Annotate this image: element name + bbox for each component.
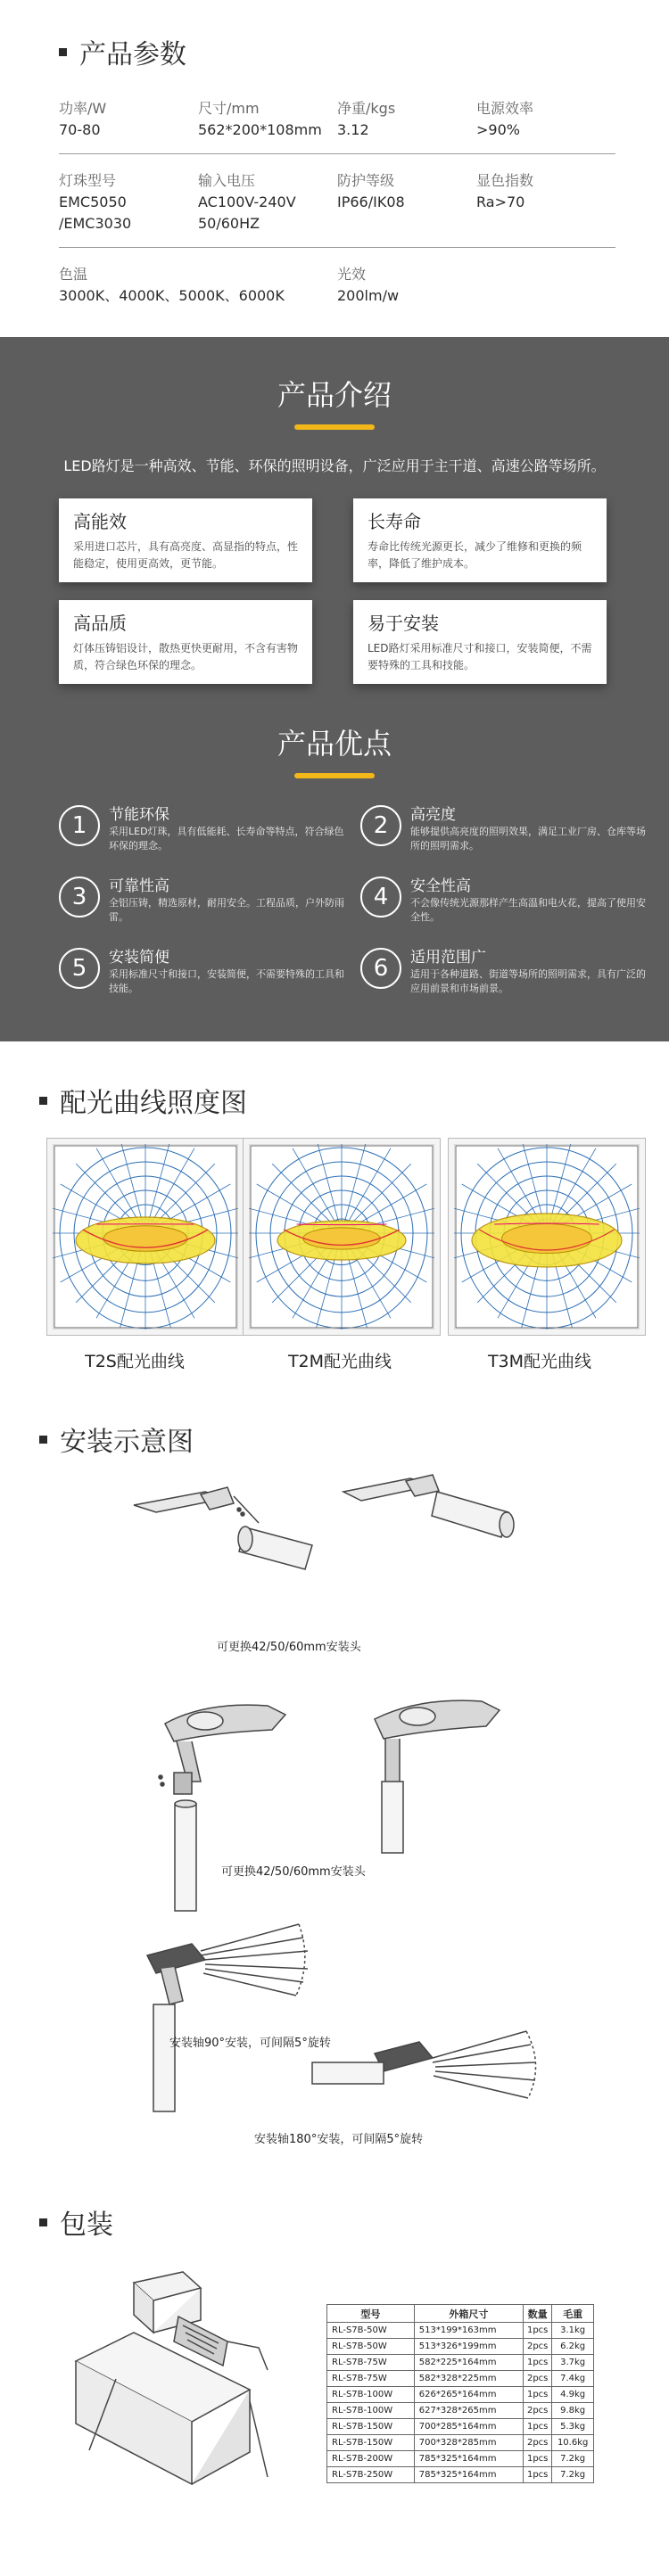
card-text: LED路灯采用标准尺寸和接口，安装简便，不需要特殊的工具和技能。 bbox=[368, 642, 592, 671]
column-header: 毛重 bbox=[552, 2305, 594, 2323]
install-caption: 安装轴90°安装，可间隔5°旋转 bbox=[169, 2037, 331, 2050]
table-cell: RL-S7B-50W bbox=[327, 2339, 415, 2355]
advantage-title: 安全性高 bbox=[410, 877, 471, 895]
advantage-title: 可靠性高 bbox=[109, 877, 169, 895]
table-cell: 626*265*164mm bbox=[414, 2387, 523, 2403]
table-cell: 9.8kg bbox=[552, 2403, 594, 2419]
card-title: 易于安装 bbox=[368, 613, 439, 634]
param-label: 光效 bbox=[337, 266, 367, 283]
table-cell: 2pcs bbox=[524, 2403, 552, 2419]
light-curve-diagram bbox=[46, 1138, 244, 1336]
intro-section bbox=[0, 337, 669, 1041]
table-cell: 785*325*164mm bbox=[414, 2467, 523, 2483]
table-cell: RL-S7B-150W bbox=[327, 2435, 415, 2451]
number-circle-icon: 4 bbox=[360, 876, 401, 918]
install-caption: 安装轴180°安装，可间隔5°旋转 bbox=[254, 2133, 424, 2146]
table-row bbox=[327, 2403, 594, 2419]
table-cell: 700*328*285mm bbox=[414, 2435, 523, 2451]
card-text: 采用进口芯片，具有高亮度、高显指的特点，性能稳定，使用更高效，更节能。 bbox=[73, 540, 299, 570]
install-caption: 可更换42/50/60mm安装头 bbox=[217, 1641, 361, 1654]
number-circle-icon: 2 bbox=[360, 805, 401, 846]
curve-label: T2M配光曲线 bbox=[287, 1352, 392, 1371]
param-value: 200lm/w bbox=[337, 287, 400, 304]
number-circle-icon: 5 bbox=[59, 948, 100, 989]
table-cell: RL-S7B-75W bbox=[327, 2371, 415, 2387]
intro-title: 产品介绍 bbox=[277, 378, 392, 412]
param-value: EMC5050 /EMC3030 bbox=[59, 193, 132, 232]
table-row bbox=[327, 2467, 594, 2483]
advantage-title: 适用范围广 bbox=[410, 949, 486, 967]
advantage-text: 适用于各种道路、街道等场所的照明需求，具有广泛的应用前景和市场前景。 bbox=[410, 968, 646, 994]
param-row bbox=[59, 170, 615, 248]
curve-label: T3M配光曲线 bbox=[487, 1352, 592, 1371]
table-cell: RL-S7B-50W bbox=[327, 2323, 415, 2339]
feature-card bbox=[353, 600, 607, 684]
table-cell: 1pcs bbox=[524, 2323, 552, 2339]
param-label: 输入电压 bbox=[198, 172, 256, 189]
curve-label: T2S配光曲线 bbox=[85, 1352, 185, 1371]
light-curve-diagram bbox=[448, 1138, 646, 1336]
feature-cards bbox=[0, 498, 669, 712]
advantage-item bbox=[59, 805, 353, 853]
card-title: 高品质 bbox=[73, 613, 127, 634]
advantage-item bbox=[59, 876, 353, 925]
table-cell: 513*326*199mm bbox=[414, 2339, 523, 2355]
table-cell: 2pcs bbox=[524, 2339, 552, 2355]
table-cell: RL-S7B-150W bbox=[327, 2419, 415, 2435]
column-header: 外箱尺寸 bbox=[414, 2305, 523, 2323]
table-cell: 2pcs bbox=[524, 2435, 552, 2451]
param-label: 功率/W bbox=[59, 100, 107, 117]
advantages-list bbox=[0, 805, 669, 1037]
table-row bbox=[327, 2419, 594, 2435]
table-cell: RL-S7B-100W bbox=[327, 2387, 415, 2403]
packing-table bbox=[326, 2304, 594, 2483]
advantage-item bbox=[360, 876, 655, 925]
table-cell: 10.6kg bbox=[552, 2435, 594, 2451]
card-title: 长寿命 bbox=[368, 511, 421, 532]
advantages-title: 产品优点 bbox=[277, 727, 392, 761]
feature-card bbox=[59, 498, 312, 582]
table-cell: 513*199*163mm bbox=[414, 2323, 523, 2339]
param-value: Ra>70 bbox=[476, 193, 525, 210]
table-row bbox=[327, 2451, 594, 2467]
params-title: 产品参数 bbox=[59, 32, 615, 71]
table-cell: 582*328*225mm bbox=[414, 2371, 523, 2387]
column-header: 数量 bbox=[524, 2305, 552, 2323]
advantage-text: 能够提供高亮度的照明效果，满足工业厂房、仓库等场所的照明需求。 bbox=[410, 826, 646, 852]
table-cell: RL-S7B-250W bbox=[327, 2467, 415, 2483]
table-cell: 7.2kg bbox=[552, 2451, 594, 2467]
table-cell: 1pcs bbox=[524, 2467, 552, 2483]
table-cell: 1pcs bbox=[524, 2451, 552, 2467]
card-title: 高能效 bbox=[73, 511, 127, 532]
table-row bbox=[327, 2355, 594, 2371]
table-row bbox=[327, 2339, 594, 2355]
table-header-row bbox=[327, 2305, 594, 2323]
number-circle-icon: 6 bbox=[360, 948, 401, 989]
table-cell: 2pcs bbox=[524, 2371, 552, 2387]
packing-table-body bbox=[327, 2323, 594, 2483]
curves-section bbox=[0, 1041, 669, 1398]
table-row bbox=[327, 2387, 594, 2403]
light-curve-diagram bbox=[243, 1138, 441, 1336]
packing-title: 包装 bbox=[39, 2202, 113, 2242]
table-cell: 627*328*265mm bbox=[414, 2403, 523, 2419]
advantage-title: 安装简便 bbox=[109, 949, 169, 967]
table-row bbox=[327, 2323, 594, 2339]
advantage-text: 不会像传统光源那样产生高温和电火花，提高了使用安全性。 bbox=[410, 897, 646, 923]
advantage-text: 全铝压铸，精选原材，耐用安全。工程品质，户外防雨雷。 bbox=[109, 897, 344, 923]
table-row bbox=[327, 2371, 594, 2387]
column-header: 型号 bbox=[327, 2305, 415, 2323]
card-text: 灯体压铸铝设计，散热更快更耐用，不含有害物质，符合绿色环保的理念。 bbox=[73, 642, 299, 671]
param-value: 562*200*108mm bbox=[198, 121, 322, 138]
param-label: 色温 bbox=[59, 266, 88, 283]
param-label: 防护等级 bbox=[337, 172, 395, 189]
param-value: 3000K、4000K、5000K、6000K bbox=[59, 287, 285, 304]
table-cell: 1pcs bbox=[524, 2419, 552, 2435]
table-cell: RL-S7B-100W bbox=[327, 2403, 415, 2419]
advantage-title: 节能环保 bbox=[109, 806, 169, 824]
param-value: IP66/IK08 bbox=[337, 193, 405, 210]
advantage-item bbox=[59, 948, 353, 996]
title-underline bbox=[294, 424, 375, 430]
param-value: 70-80 bbox=[59, 121, 101, 138]
install-caption: 可更换42/50/60mm安装头 bbox=[221, 1865, 366, 1879]
advantage-item bbox=[360, 948, 655, 996]
param-label: 电源效率 bbox=[476, 100, 534, 117]
table-row bbox=[327, 2435, 594, 2451]
table-cell: 3.1kg bbox=[552, 2323, 594, 2339]
param-label: 尺寸/mm bbox=[198, 100, 260, 117]
packing-section bbox=[0, 2183, 669, 2576]
install-section bbox=[0, 1398, 669, 2183]
table-cell: RL-S7B-200W bbox=[327, 2451, 415, 2467]
advantage-text: 采用标准尺寸和接口，安装简便，不需要特殊的工具和技能。 bbox=[109, 968, 344, 994]
intro-description: LED路灯是一种高效、节能、环保的照明设备，广泛应用于主干道、高速公路等场所。 bbox=[63, 457, 606, 474]
feature-card bbox=[353, 498, 607, 582]
param-value: >90% bbox=[476, 121, 520, 138]
feature-card bbox=[59, 600, 312, 684]
table-cell: 1pcs bbox=[524, 2387, 552, 2403]
param-value: 3.12 bbox=[337, 121, 369, 138]
params-section bbox=[0, 0, 669, 337]
table-cell: 4.9kg bbox=[552, 2387, 594, 2403]
card-text: 寿命比传统光源更长，减少了维修和更换的频率，降低了维护成本。 bbox=[368, 540, 582, 570]
install-title: 安装示意图 bbox=[39, 1420, 194, 1459]
table-cell: 5.3kg bbox=[552, 2419, 594, 2435]
table-cell: 700*285*164mm bbox=[414, 2419, 523, 2435]
table-cell: 7.2kg bbox=[552, 2467, 594, 2483]
table-cell: RL-S7B-75W bbox=[327, 2355, 415, 2371]
table-cell: 1pcs bbox=[524, 2355, 552, 2371]
param-row bbox=[59, 264, 615, 319]
install-illustration bbox=[0, 1398, 669, 2183]
param-value: AC100V-240V 50/60HZ bbox=[198, 193, 296, 232]
title-underline bbox=[294, 773, 375, 778]
bullet-icon bbox=[39, 1097, 47, 1105]
advantage-text: 采用LED灯珠，具有低能耗、长寿命等特点，符合绿色环保的理念。 bbox=[109, 826, 344, 852]
table-cell: 785*325*164mm bbox=[414, 2451, 523, 2467]
table-cell: 3.7kg bbox=[552, 2355, 594, 2371]
advantage-item bbox=[360, 805, 655, 853]
table-cell: 582*225*164mm bbox=[414, 2355, 523, 2371]
param-label: 显色指数 bbox=[476, 172, 534, 189]
number-circle-icon: 1 bbox=[59, 805, 100, 846]
table-cell: 7.4kg bbox=[552, 2371, 594, 2387]
param-label: 净重/kgs bbox=[337, 100, 396, 117]
param-label: 灯珠型号 bbox=[59, 172, 117, 189]
bullet-icon bbox=[59, 48, 67, 56]
number-circle-icon: 3 bbox=[59, 876, 100, 918]
table-cell: 6.2kg bbox=[552, 2339, 594, 2355]
param-row bbox=[59, 98, 615, 154]
advantage-title: 高亮度 bbox=[410, 806, 456, 824]
curves-title: 配光曲线照度图 bbox=[39, 1081, 247, 1120]
